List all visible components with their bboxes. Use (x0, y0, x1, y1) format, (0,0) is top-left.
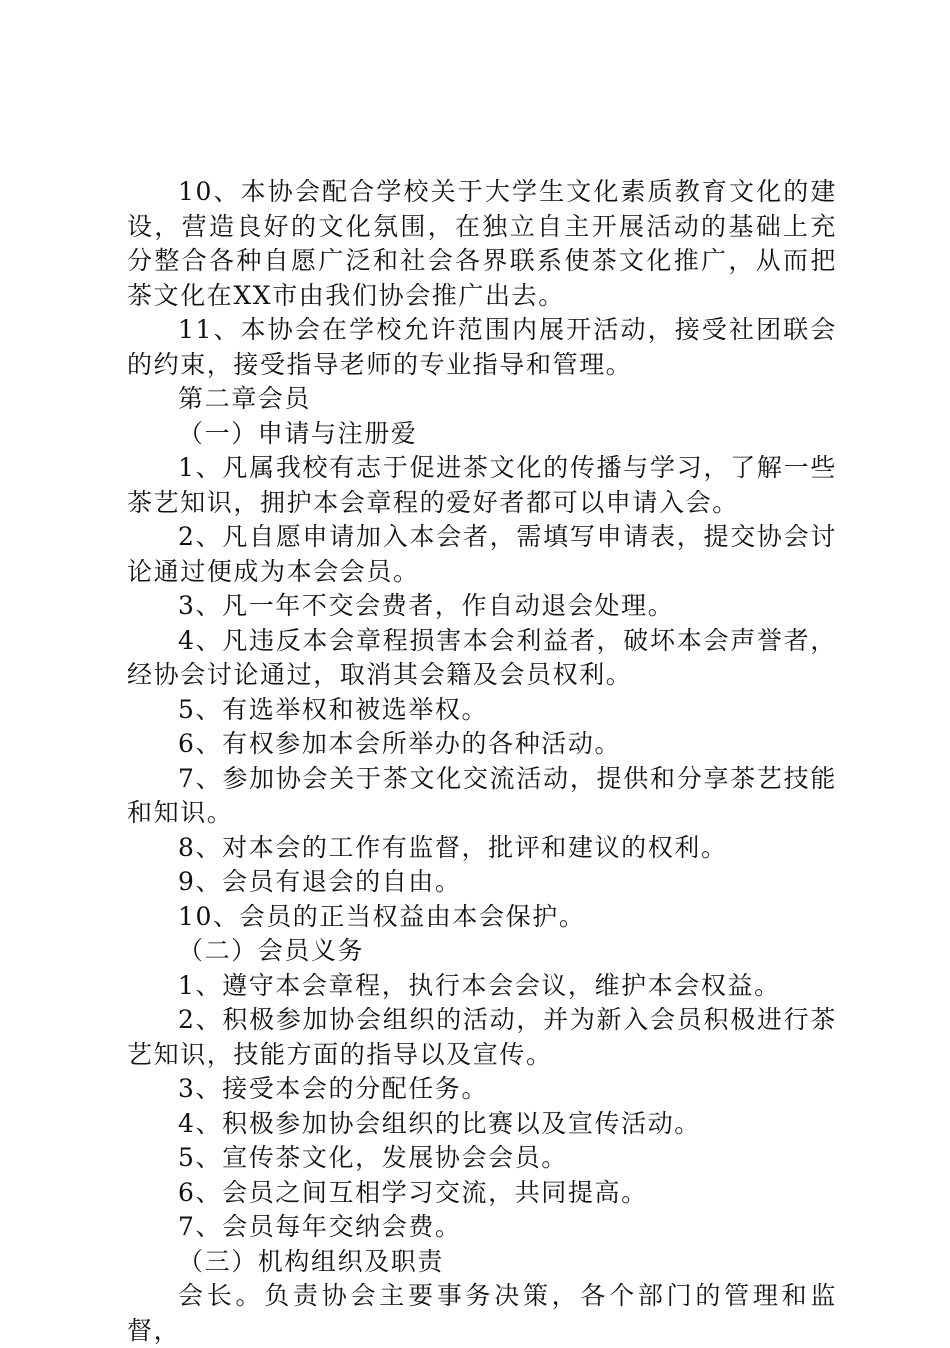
list-item: 6、有权参加本会所举办的各种活动。 (178, 729, 622, 758)
list-item: 7、参加协会关于茶文化交流活动，提供和分享茶艺技能和知识。 (127, 763, 837, 827)
section-heading-application: （一）申请与注册爱 (178, 418, 418, 448)
list-item: 8、对本会的工作有监督，批评和建议的权利。 (178, 832, 728, 862)
list-item: 2、凡自愿申请加入本会者，需填写申请表，提交协会讨论通过便成为本会会员。 (127, 522, 837, 586)
list-item: 6、会员之间互相学习交流，共同提高。 (178, 1177, 648, 1207)
section-heading-organization: （三）机构组织及职责 (178, 1246, 445, 1276)
list-item: 3、凡一年不交会费者，作自动退会处理。 (178, 591, 675, 620)
paragraph-10-promotion: 10、本协会配合学校关于大学生文化素质教育文化的建设，营造良好的文化氛围，在独立自主开展活动的基础上充分整合各种自愿广泛和社会各界联系使茶文化推广，从而把茶文化在XX市由我们协会推广出去。 (127, 177, 837, 310)
paragraph-president-duties: 会长。负责协会主要事务决策，各个部门的管理和监督， (127, 1281, 837, 1345)
list-item: 7、会员每年交纳会费。 (178, 1212, 462, 1241)
document-page (127, 175, 837, 1348)
list-item: 9、会员有退会的自由。 (178, 867, 462, 896)
section-heading-obligations: （二）会员义务 (178, 936, 365, 965)
list-item: 3、接受本会的分配任务。 (178, 1074, 489, 1103)
list-item: 5、有选举权和被选举权。 (178, 694, 489, 724)
list-item: 4、凡违反本会章程损害本会利益者，破坏本会声誉者，经协会讨论通过，取消其会籍及会员权利。 (127, 625, 837, 689)
chapter-heading-members: 第二章会员 (178, 384, 312, 413)
paragraph-11-scope: 11、本协会在学校允许范围内展开活动，接受社团联会的约束，接受指导老师的专业指导和管理。 (127, 315, 837, 379)
list-item: 1、凡属我校有志于促进茶文化的传播与学习，了解一些茶艺知识，拥护本会章程的爱好者都可以申请入会。 (127, 453, 837, 517)
list-item: 5、宣传茶文化，发展协会会员。 (178, 1143, 568, 1172)
list-item: 10、会员的正当权益由本会保护。 (178, 901, 586, 931)
list-item: 2、积极参加协会组织的活动，并为新入会员积极进行茶艺知识，技能方面的指导以及宣传。 (127, 1005, 837, 1069)
list-item: 1、遵守本会章程，执行本会会议，维护本会权益。 (178, 970, 781, 1000)
list-item: 4、积极参加协会组织的比赛以及宣传活动。 (178, 1108, 701, 1138)
